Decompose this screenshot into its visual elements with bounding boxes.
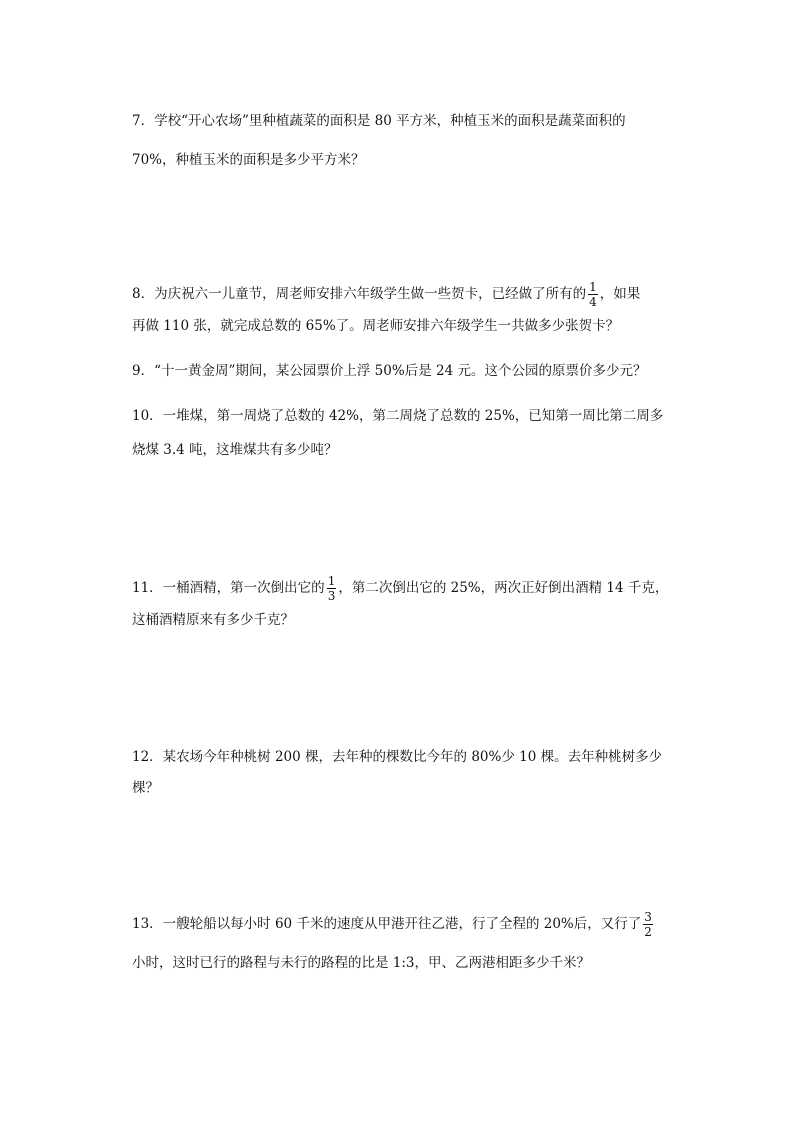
problem-8-text-after-fraction: ，如果 bbox=[599, 286, 641, 302]
problem-8-fraction bbox=[588, 281, 598, 308]
problem-13-fraction bbox=[643, 911, 653, 938]
problem-7-line-2: 70%，种植玉米的面积是多少平方米？ bbox=[132, 152, 365, 168]
problem-13-line-2: 小时，这时已行的路程与未行的路程的比是 1:3，甲、乙两港相距多少千米？ bbox=[132, 955, 591, 971]
problem-8-line-2: 再做 110 张，就完成总数的 65%了。周老师安排六年级学生一共做多少张贺卡？ bbox=[132, 318, 620, 334]
problem-11-line-1 bbox=[132, 575, 668, 602]
fraction-numerator: 3 bbox=[644, 910, 652, 924]
problem-8-text-before-fraction: 8．为庆祝六一儿童节，周老师安排六年级学生做一些贺卡，已经做了所有的 bbox=[132, 286, 587, 302]
fraction-denominator: 2 bbox=[644, 925, 652, 939]
problem-12-line-1: 12．某农场今年种桃树 200 棵，去年种的棵数比今年的 80%少 10 棵。去年种桃树多少 bbox=[132, 749, 663, 765]
problem-10-line-1: 10．一堆煤，第一周烧了总数的 42%，第二周烧了总数的 25%，已知第一周比第二周多 bbox=[132, 408, 664, 424]
problem-7-line-1: 7．学校“开心农场”里种植蔬菜的面积是 80 平方米，种植玉米的面积是蔬菜面积的 bbox=[132, 113, 626, 129]
fraction-denominator: 4 bbox=[589, 295, 597, 309]
problem-8-line-1 bbox=[132, 281, 640, 308]
problem-12-line-2: 棵？ bbox=[132, 780, 159, 796]
problem-10-line-2: 烧煤 3.4 吨，这堆煤共有多少吨？ bbox=[132, 442, 338, 458]
problem-9-line-1: 9．“十一黄金周”期间，某公园票价上浮 50%后是 24 元。这个公园的原票价多少元？ bbox=[132, 363, 647, 379]
problem-11-fraction bbox=[327, 575, 337, 602]
fraction-denominator: 3 bbox=[327, 589, 336, 603]
fraction-numerator: 1 bbox=[589, 280, 597, 294]
problem-13-text-before-fraction: 13．一艘轮船以每小时 60 千米的速度从甲港开往乙港，行了全程的 20%后，又行了 bbox=[132, 916, 642, 932]
problem-11-line-2: 这桶酒精原来有多少千克？ bbox=[132, 612, 294, 628]
problem-11-text-before-fraction: 11．一桶酒精，第一次倒出它的 bbox=[132, 580, 325, 596]
problem-11-text-after-fraction: ，第二次倒出它的 25%，两次正好倒出酒精 14 千克， bbox=[338, 580, 669, 596]
problem-13-line-1 bbox=[132, 911, 655, 938]
fraction-numerator: 1 bbox=[327, 574, 336, 588]
